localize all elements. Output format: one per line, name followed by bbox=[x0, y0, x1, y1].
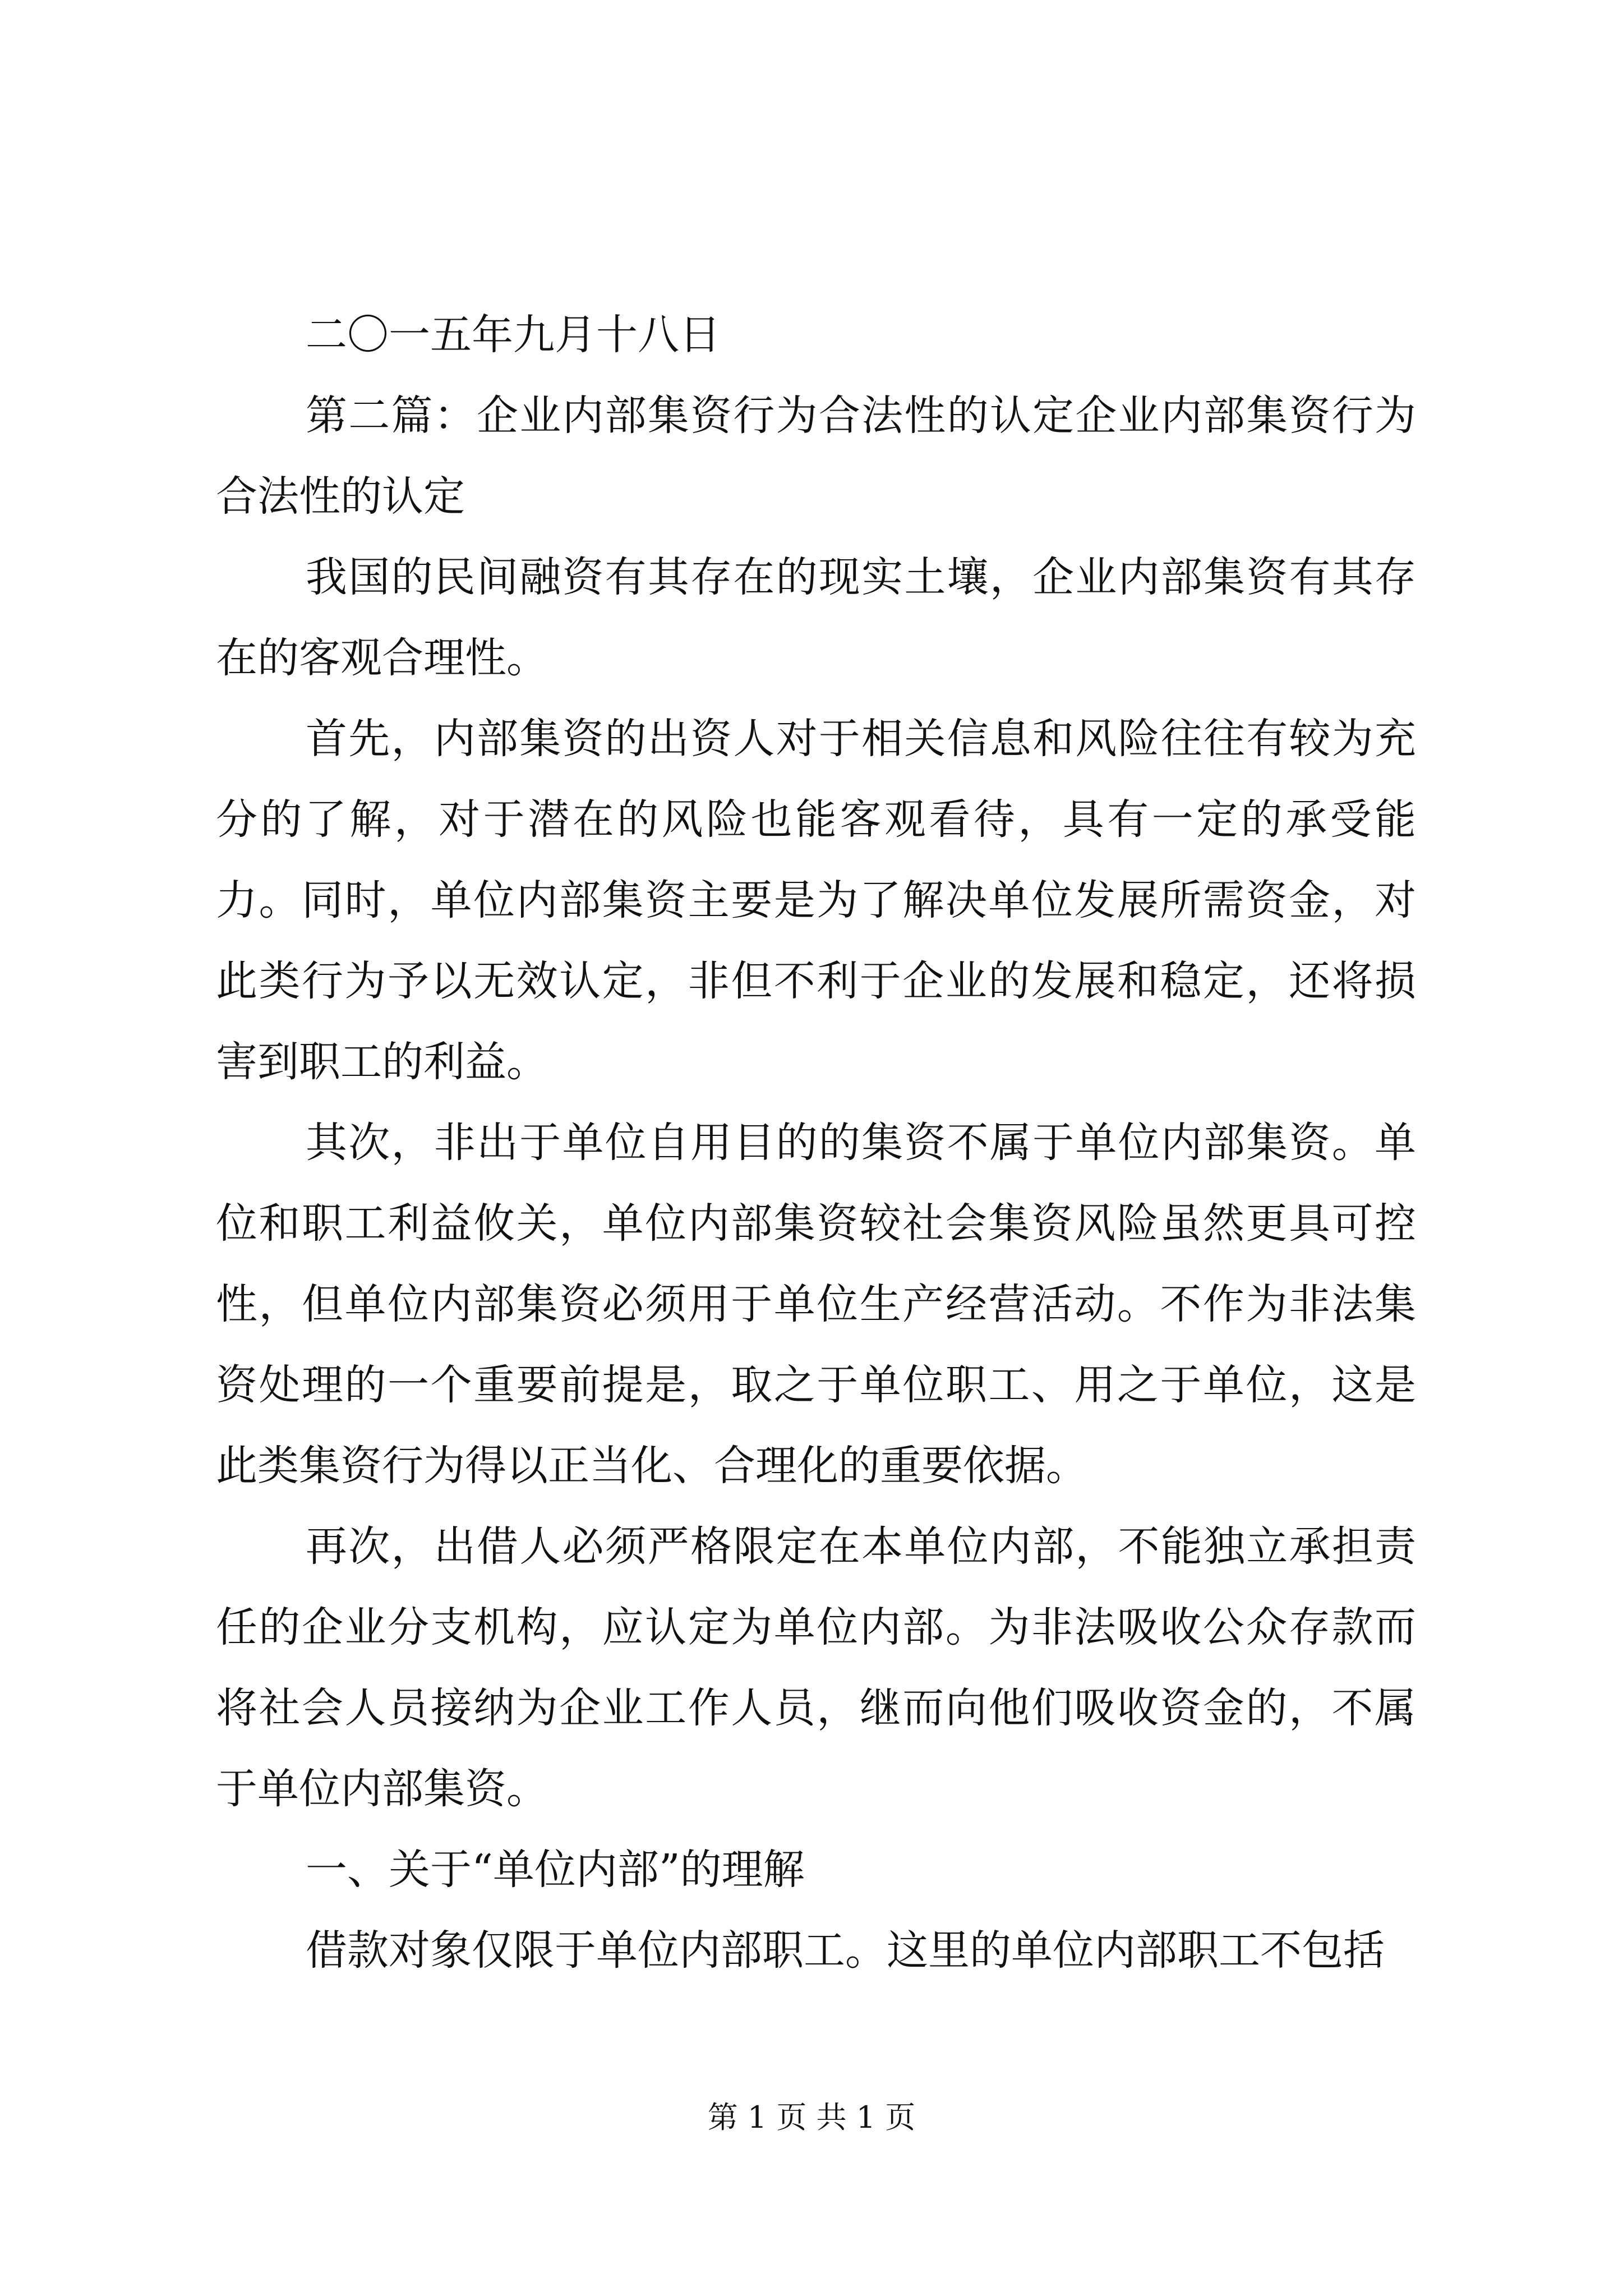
paragraph-section-title: 第二篇：企业内部集资行为合法性的认定企业内部集资行为合法性的认定 bbox=[216, 392, 1416, 521]
paragraph-subheading: 一、关于“单位内部”的理解 bbox=[306, 1846, 805, 1894]
paragraph-continued: 借款对象仅限于单位内部职工。这里的单位内部职工不包括 bbox=[306, 1926, 1385, 1975]
paragraph-date: 二〇一五年九月十八日 bbox=[306, 311, 721, 359]
page-footer: 第 1 页 共 1 页 bbox=[707, 2100, 916, 2135]
paragraph-first-point: 首先，内部集资的出资人对于相关信息和风险往往有较为充分的了解，对于潜在的风险也能客观看待，具有一定的承受能力。同时，单位内部集资主要是为了解决单位发展所需资金，对此类行为予以无效认定，非但不利于企业的发展和稳定，还将损害到职工的利益。 bbox=[216, 715, 1416, 1086]
paragraph-third-point: 再次，出借人必须严格限定在本单位内部，不能独立承担责任的企业分支机构，应认定为单位内部。为非法吸收公众存款而将社会人员接纳为企业工作人员，继而向他们吸收资金的，不属于单位内部集资。 bbox=[216, 1522, 1416, 1813]
paragraph-intro: 我国的民间融资有其存在的现实土壤，企业内部集资有其存在的客观合理性。 bbox=[216, 553, 1416, 682]
paragraph-second-point: 其次，非出于单位自用目的的集资不属于单位内部集资。单位和职工利益攸关，单位内部集资较社会集资风险虽然更具可控性，但单位内部集资必须用于单位生产经营活动。不作为非法集资处理的一个重要前提是，取之于单位职工、用之于单位，这是此类集资行为得以正当化、合理化的重要依据。 bbox=[216, 1119, 1416, 1490]
document-body bbox=[216, 295, 1416, 1991]
